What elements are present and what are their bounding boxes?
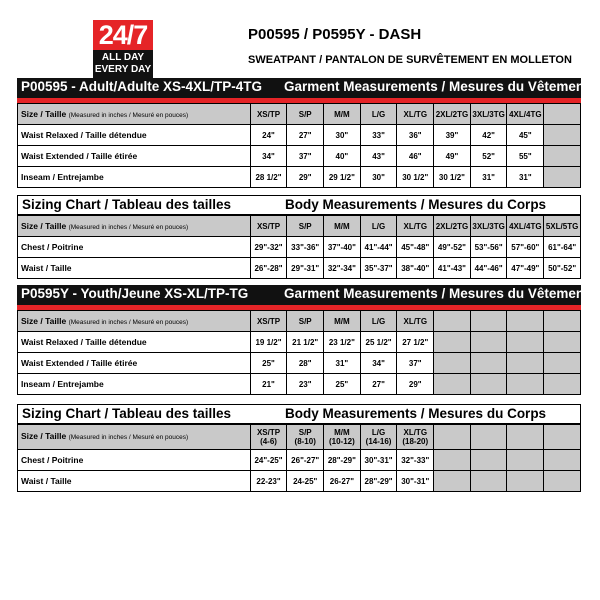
size-header-cell: L/G (360, 311, 397, 332)
size-header-cell: S/P (287, 104, 324, 125)
row-label: Waist Extended / Taille étirée (18, 353, 251, 374)
size-header-label (18, 311, 251, 332)
measurement-cell: 27 1/2" (397, 332, 434, 353)
measurement-cell: 33" (360, 125, 397, 146)
size-header-cell: 2XL/2TG (434, 216, 471, 237)
size-code: XS/TP (256, 428, 281, 437)
measurement-cell: 39" (434, 125, 471, 146)
size-range: (14-16) (365, 437, 392, 446)
size-header-row (18, 425, 581, 450)
size-header-label (18, 104, 251, 125)
size-header-cell (507, 311, 544, 332)
measurement-cell: 49" (434, 146, 471, 167)
size-header-cell: S/P (287, 311, 324, 332)
measurement-cell: 24" (250, 125, 287, 146)
size-header-cell (544, 425, 581, 450)
size-header-cell: M/M (324, 216, 361, 237)
measurement-cell: 21" (250, 374, 287, 395)
section-title-right: Garment Measurements / Mesures du Vêtement (284, 79, 589, 94)
measurement-cell: 32"-33" (397, 450, 434, 471)
size-header-row (18, 104, 581, 125)
measurement-cell: 37" (287, 146, 324, 167)
page-subtitle: SWEATPANT / PANTALON DE SURVÊTEMENT EN MOLLETON (248, 54, 572, 66)
section-header (17, 78, 589, 98)
measurement-cell: 22-23" (250, 471, 287, 492)
adult-body-section (17, 195, 581, 279)
size-header-cell: M/M (324, 311, 361, 332)
table-row (18, 125, 581, 146)
size-table (17, 103, 581, 188)
measurement-cell (470, 471, 507, 492)
measurement-cell: 31" (324, 353, 361, 374)
measurement-cell: 25 1/2" (360, 332, 397, 353)
size-label: Size / Taille (21, 109, 67, 119)
size-header-row (18, 216, 581, 237)
measurement-cell (434, 374, 471, 395)
size-header-cell (544, 311, 581, 332)
measurement-cell: 45"-48" (397, 237, 434, 258)
size-header-cell: S/P (287, 216, 324, 237)
size-code: M/M (334, 428, 350, 437)
section-title-right: Body Measurements / Mesures du Corps (285, 197, 547, 212)
measurement-cell (434, 450, 471, 471)
size-range: (4-6) (260, 437, 277, 446)
measurement-cell: 23 1/2" (324, 332, 361, 353)
measurement-cell: 23" (287, 374, 324, 395)
measurement-cell: 50"-52" (544, 258, 581, 279)
measurement-cell: 31" (470, 167, 507, 188)
row-label: Chest / Poitrine (18, 237, 251, 258)
table-row (18, 146, 581, 167)
size-label: Size / Taille (21, 316, 67, 326)
measurement-cell: 42" (470, 125, 507, 146)
measurement-note: (Measured in inches / Mesuré en pouces) (68, 224, 189, 231)
size-header-cell: L/G (360, 104, 397, 125)
size-header-row (18, 311, 581, 332)
measurement-cell (470, 374, 507, 395)
section-title-left: P0595Y - Youth/Jeune XS-XL/TP-TG (21, 286, 249, 301)
logo-247: 24/7 (93, 20, 153, 50)
table-row (18, 167, 581, 188)
row-label: Waist Relaxed / Taille détendue (18, 332, 251, 353)
size-header-cell (324, 425, 361, 450)
measurement-cell: 47"-49" (507, 258, 544, 279)
size-label: Size / Taille (21, 431, 67, 441)
section-title-right: Garment Measurements / Mesures du Vêtement (284, 286, 589, 301)
measurement-cell (544, 332, 581, 353)
measurement-cell: 37" (397, 353, 434, 374)
section-header (17, 195, 581, 215)
section-title-left: P00595 - Adult/Adulte XS-4XL/TP-4TG (21, 79, 263, 94)
measurement-cell: 41"-44" (360, 237, 397, 258)
measurement-cell: 43" (360, 146, 397, 167)
measurement-cell: 44"-46" (470, 258, 507, 279)
measurement-cell: 25" (250, 353, 287, 374)
measurement-cell (470, 450, 507, 471)
measurement-cell: 34" (250, 146, 287, 167)
measurement-note: (Measured in inches / Mesuré en pouces) (68, 319, 189, 326)
measurement-cell: 26-27" (324, 471, 361, 492)
row-label: Inseam / Entrejambe (18, 374, 251, 395)
measurement-cell: 49"-52" (434, 237, 471, 258)
row-label: Chest / Poitrine (18, 450, 251, 471)
measurement-cell: 29"-32" (250, 237, 287, 258)
measurement-cell: 24"-25" (250, 450, 287, 471)
measurement-cell: 26"-27" (287, 450, 324, 471)
measurement-cell: 40" (324, 146, 361, 167)
size-header-cell: XL/TG (397, 216, 434, 237)
size-header-cell (360, 425, 397, 450)
table-row (18, 237, 581, 258)
size-header-cell: 5XL/5TG (544, 216, 581, 237)
measurement-cell: 30 1/2" (434, 167, 471, 188)
measurement-cell: 29" (287, 167, 324, 188)
section-header (17, 285, 589, 305)
size-header-cell (544, 104, 581, 125)
table-row (18, 471, 581, 492)
size-header-label (18, 425, 251, 450)
measurement-cell: 29"-31" (287, 258, 324, 279)
size-header-cell (434, 311, 471, 332)
size-code: S/P (298, 428, 312, 437)
measurement-cell: 30"-31" (360, 450, 397, 471)
measurement-cell: 29" (397, 374, 434, 395)
size-label: Size / Taille (21, 221, 67, 231)
measurement-cell: 29 1/2" (324, 167, 361, 188)
measurement-cell: 61"-64" (544, 237, 581, 258)
measurement-cell (507, 353, 544, 374)
measurement-cell (507, 374, 544, 395)
measurement-cell: 33"-36" (287, 237, 324, 258)
table-row (18, 374, 581, 395)
size-range: (10-12) (328, 437, 355, 446)
size-header-cell (470, 425, 507, 450)
row-label: Inseam / Entrejambe (18, 167, 251, 188)
size-range: (18-20) (402, 437, 429, 446)
measurement-cell (470, 353, 507, 374)
measurement-cell: 30"-31" (397, 471, 434, 492)
section-header (17, 404, 581, 424)
adult-garment-section (17, 78, 589, 188)
measurement-cell (507, 332, 544, 353)
section-title-left: Sizing Chart / Tableau des tailles (22, 406, 232, 421)
size-header-cell: M/M (324, 104, 361, 125)
size-header-cell (397, 425, 434, 450)
page-title: P00595 / P0595Y - DASH (248, 26, 422, 43)
size-header-label (18, 216, 251, 237)
size-header-cell (250, 425, 287, 450)
measurement-cell (544, 374, 581, 395)
size-header-cell (470, 311, 507, 332)
measurement-cell: 38"-40" (397, 258, 434, 279)
table-row (18, 353, 581, 374)
size-header-cell: XL/TG (397, 104, 434, 125)
measurement-cell: 32"-34" (324, 258, 361, 279)
measurement-cell: 25" (324, 374, 361, 395)
measurement-cell (544, 471, 581, 492)
measurement-cell (544, 450, 581, 471)
size-header-cell: XS/TP (250, 311, 287, 332)
measurement-cell: 53"-56" (470, 237, 507, 258)
size-header-cell: 3XL/3TG (470, 104, 507, 125)
size-header-cell: L/G (360, 216, 397, 237)
row-label: Waist Extended / Taille étirée (18, 146, 251, 167)
measurement-cell: 55" (507, 146, 544, 167)
measurement-cell: 28 1/2" (250, 167, 287, 188)
measurement-cell: 30" (360, 167, 397, 188)
measurement-cell: 28"-29" (324, 450, 361, 471)
measurement-cell (544, 125, 581, 146)
measurement-cell: 21 1/2" (287, 332, 324, 353)
measurement-cell: 37"-40" (324, 237, 361, 258)
size-header-cell: XL/TG (397, 311, 434, 332)
measurement-cell (507, 471, 544, 492)
size-header-cell (507, 425, 544, 450)
size-range: (8-10) (294, 437, 316, 446)
brand-logo (93, 20, 153, 78)
row-label: Waist Relaxed / Taille détendue (18, 125, 251, 146)
measurement-cell: 27" (287, 125, 324, 146)
row-label: Waist / Taille (18, 471, 251, 492)
table-row (18, 258, 581, 279)
youth-body-section (17, 404, 581, 492)
size-code: L/G (371, 428, 386, 437)
table-row (18, 332, 581, 353)
size-table (17, 215, 581, 279)
size-header-cell: XS/TP (250, 216, 287, 237)
measurement-cell: 31" (507, 167, 544, 188)
measurement-cell (544, 146, 581, 167)
size-header-cell: 2XL/2TG (434, 104, 471, 125)
measurement-cell: 41"-43" (434, 258, 471, 279)
section-title-left: Sizing Chart / Tableau des tailles (22, 197, 232, 212)
size-table (17, 424, 581, 492)
measurement-cell: 19 1/2" (250, 332, 287, 353)
measurement-cell: 46" (397, 146, 434, 167)
measurement-cell: 52" (470, 146, 507, 167)
measurement-cell: 28"-29" (360, 471, 397, 492)
measurement-cell: 35"-37" (360, 258, 397, 279)
size-header-cell: 4XL/4TG (507, 104, 544, 125)
measurement-note: (Measured in inches / Mesuré en pouces) (68, 112, 189, 119)
table-row (18, 450, 581, 471)
measurement-cell (434, 332, 471, 353)
measurement-cell: 34" (360, 353, 397, 374)
section-title-right: Body Measurements / Mesures du Corps (285, 406, 547, 421)
row-label: Waist / Taille (18, 258, 251, 279)
size-header-cell (434, 425, 471, 450)
measurement-cell: 36" (397, 125, 434, 146)
logo-line-1: ALL DAY (101, 52, 145, 63)
youth-garment-section (17, 285, 589, 395)
measurement-cell: 27" (360, 374, 397, 395)
measurement-cell: 30 1/2" (397, 167, 434, 188)
measurement-cell: 26"-28" (250, 258, 287, 279)
logo-line-2: EVERY DAY (94, 64, 152, 75)
measurement-cell (544, 353, 581, 374)
measurement-cell (507, 450, 544, 471)
measurement-cell: 45" (507, 125, 544, 146)
measurement-note: (Measured in inches / Mesuré en pouces) (68, 434, 189, 441)
size-table (17, 310, 581, 395)
size-header-cell: 3XL/3TG (470, 216, 507, 237)
measurement-cell (544, 167, 581, 188)
measurement-cell: 24-25" (287, 471, 324, 492)
size-header-cell: XS/TP (250, 104, 287, 125)
logo-tagline (93, 50, 153, 80)
measurement-cell (434, 353, 471, 374)
size-header-cell (287, 425, 324, 450)
size-code: XL/TG (403, 428, 428, 437)
measurement-cell: 57"-60" (507, 237, 544, 258)
measurement-cell: 28" (287, 353, 324, 374)
measurement-cell (434, 471, 471, 492)
measurement-cell (470, 332, 507, 353)
measurement-cell: 30" (324, 125, 361, 146)
size-header-cell: 4XL/4TG (507, 216, 544, 237)
